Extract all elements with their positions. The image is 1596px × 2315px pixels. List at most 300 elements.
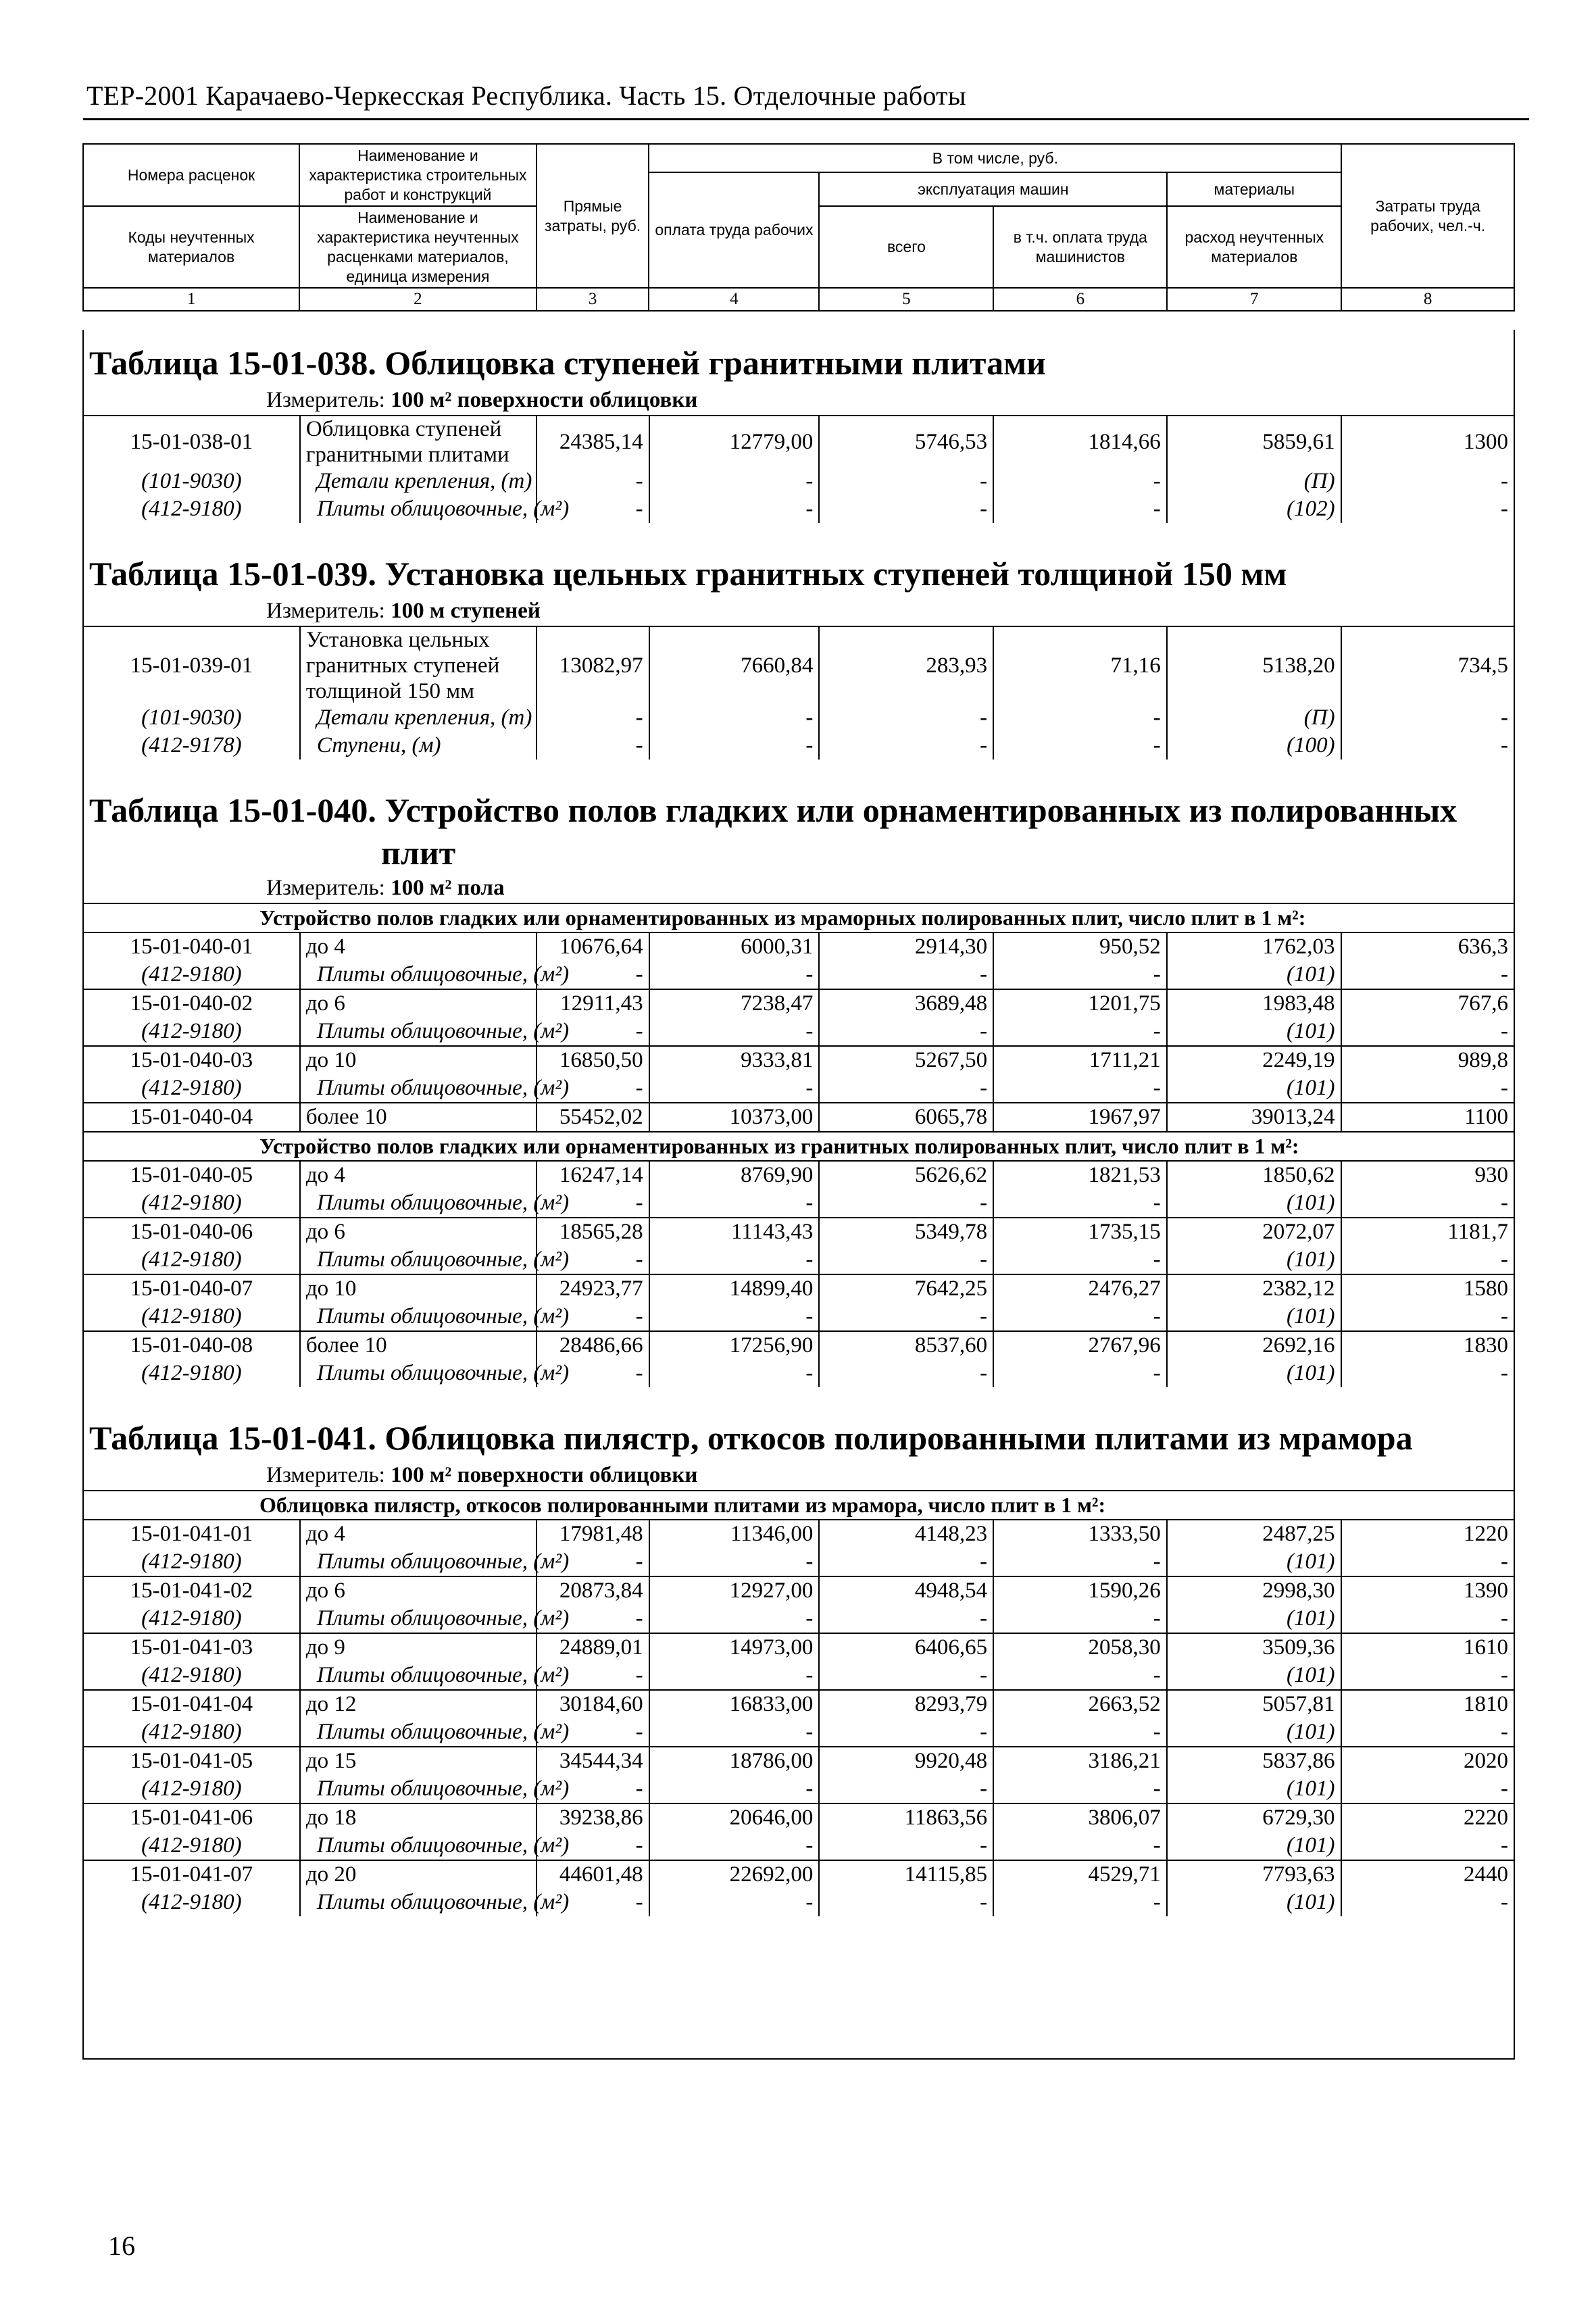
rate-row (84, 1747, 1514, 1775)
value-c6: 1814,66 (993, 416, 1167, 468)
value-c5: 283,93 (819, 626, 993, 704)
value-c8: - (1341, 468, 1514, 495)
column-header-table (82, 143, 1515, 312)
rate-name: более 10 (300, 1331, 537, 1360)
material-code: (412-9178) (141, 733, 242, 757)
value-c4: - (649, 1662, 820, 1690)
value-c4: 11143,43 (649, 1218, 820, 1246)
value-c6: 1590,26 (993, 1576, 1167, 1605)
value-c8: - (1341, 1889, 1514, 1916)
page-header: ТЕР-2001 Карачаево-Черкесская Республика. Часть 15. Отделочные работы (86, 80, 966, 111)
value-c5: - (819, 1605, 993, 1633)
value-c8: - (1341, 732, 1514, 760)
table-title-040-cont: плит (381, 834, 456, 872)
value-c4: 7660,84 (649, 626, 820, 704)
value-c5: - (819, 704, 993, 732)
rate-name: до 6 (300, 1576, 537, 1605)
material-code: (412-9180) (141, 1549, 242, 1574)
material-name: Плиты облицовочные, (м²) (300, 1303, 537, 1331)
value-c6: - (993, 1360, 1167, 1387)
value-c5: 14115,85 (819, 1860, 993, 1889)
value-c7: 5859,61 (1167, 416, 1341, 468)
table-title-038: Таблица 15-01-038. Облицовка ступеней гранитными плитами (89, 344, 1046, 382)
rate-code: 15-01-040-02 (84, 989, 300, 1018)
value-c7: (101) (1167, 961, 1341, 989)
value-c6: 1735,15 (993, 1218, 1167, 1246)
value-c8: 1220 (1341, 1520, 1514, 1548)
value-c7: 1762,03 (1167, 932, 1341, 961)
value-c3: - (537, 961, 649, 989)
value-c7: (101) (1167, 1548, 1341, 1576)
rate-code: 15-01-040-01 (84, 932, 300, 961)
rate-code: 15-01-041-07 (84, 1860, 300, 1889)
material-row (84, 1074, 1514, 1103)
col-header-direct-costs: Прямые затраты, руб. (537, 144, 649, 288)
value-c4: 22692,00 (649, 1860, 820, 1889)
table-title-041: Таблица 15-01-041. Облицовка пилястр, откосов полированными плитами из мрамора (89, 1419, 1413, 1457)
material-code: (412-9180) (141, 1720, 242, 1744)
col-header-operator-wages: в т.ч. оплата труда машинистов (993, 206, 1167, 288)
material-row (84, 1832, 1514, 1860)
value-c3: 13082,97 (537, 626, 649, 704)
material-code: (101-9030) (141, 469, 242, 493)
value-c5: - (819, 732, 993, 760)
value-c7: (101) (1167, 1775, 1341, 1803)
value-c5: 9920,48 (819, 1747, 993, 1775)
value-c3: - (537, 1548, 649, 1576)
table-title-040: Таблица 15-01-040. Устройство полов гладких или орнаментированных из полированных (89, 791, 1457, 829)
material-row (84, 1662, 1514, 1690)
value-c3: - (537, 1775, 649, 1803)
material-name: Плиты облицовочные, (м²) (300, 1889, 537, 1916)
value-c5: 8537,60 (819, 1331, 993, 1360)
material-code: (412-9180) (141, 1304, 242, 1328)
value-c6: 1967,97 (993, 1103, 1167, 1132)
value-c5: 6406,65 (819, 1633, 993, 1662)
value-c4: 14899,40 (649, 1274, 820, 1303)
value-c7: 3509,36 (1167, 1633, 1341, 1662)
rate-row (84, 1520, 1514, 1548)
rate-code: 15-01-038-01 (84, 416, 300, 468)
material-row (84, 1605, 1514, 1633)
value-c5: - (819, 1074, 993, 1103)
value-c5: 5626,62 (819, 1161, 993, 1189)
value-c7: (101) (1167, 1662, 1341, 1690)
value-c6: 4529,71 (993, 1860, 1167, 1889)
value-c7: 1983,48 (1167, 989, 1341, 1018)
value-c6: 950,52 (993, 932, 1167, 961)
rate-row (84, 1274, 1514, 1303)
value-c3: 16247,14 (537, 1161, 649, 1189)
material-name: Ступени, (м) (300, 732, 537, 760)
value-c6: - (993, 468, 1167, 495)
unit-041: Измеритель: 100 м² поверхности облицовки (266, 1463, 698, 1487)
rate-row (84, 416, 1514, 468)
rate-name: до 12 (300, 1690, 537, 1718)
value-c4: - (649, 1018, 820, 1046)
value-c8: 1181,7 (1341, 1218, 1514, 1246)
value-c4: - (649, 1775, 820, 1803)
column-number: 3 (537, 288, 649, 310)
value-c4: 17256,90 (649, 1331, 820, 1360)
material-row (84, 732, 1514, 760)
value-c7: (100) (1167, 732, 1341, 760)
rate-code: 15-01-041-06 (84, 1803, 300, 1832)
value-c7: (101) (1167, 1074, 1341, 1103)
value-c4: - (649, 732, 820, 760)
document-body (82, 330, 1515, 2060)
rate-row (84, 1046, 1514, 1074)
value-c3: 24923,77 (537, 1274, 649, 1303)
value-c4: - (649, 1832, 820, 1860)
rate-row (84, 626, 1514, 704)
value-c5: - (819, 1832, 993, 1860)
value-c7: 6729,30 (1167, 1803, 1341, 1832)
rate-code: 15-01-040-06 (84, 1218, 300, 1246)
rate-row (84, 1803, 1514, 1832)
value-c5: - (819, 1360, 993, 1387)
col-header-name: Наименование и характеристика строительных работ и конструкций (299, 144, 537, 206)
material-code: (412-9180) (141, 1663, 242, 1687)
value-c7: 5057,81 (1167, 1690, 1341, 1718)
value-c6: - (993, 1548, 1167, 1576)
material-code: (412-9180) (141, 497, 242, 521)
value-c3: 34544,34 (537, 1747, 649, 1775)
value-c4: - (649, 1718, 820, 1747)
col-header-material-use: расход неучтенных материалов (1167, 206, 1341, 288)
value-c4: 18786,00 (649, 1747, 820, 1775)
rates-table-041 (84, 1490, 1514, 1916)
value-c8: 734,5 (1341, 626, 1514, 704)
material-code: (412-9180) (141, 1361, 242, 1385)
material-code: (412-9180) (141, 1890, 242, 1914)
value-c7: 2692,16 (1167, 1331, 1341, 1360)
value-c8: - (1341, 961, 1514, 989)
value-c3: 17981,48 (537, 1520, 649, 1548)
value-c4: - (649, 1360, 820, 1387)
material-name: Плиты облицовочные, (м²) (300, 1548, 537, 1576)
material-code: (412-9180) (141, 1076, 242, 1100)
value-c3: 30184,60 (537, 1690, 649, 1718)
value-c4: 7238,47 (649, 989, 820, 1018)
value-c5: - (819, 495, 993, 523)
value-c7: 2382,12 (1167, 1274, 1341, 1303)
material-name: Плиты облицовочные, (м²) (300, 961, 537, 989)
value-c4: 20646,00 (649, 1803, 820, 1832)
value-c4: 9333,81 (649, 1046, 820, 1074)
value-c5: - (819, 1775, 993, 1803)
rate-code: 15-01-041-05 (84, 1747, 300, 1775)
value-c4: - (649, 704, 820, 732)
value-c6: - (993, 1832, 1167, 1860)
value-c4: - (649, 495, 820, 523)
value-c3: - (537, 1662, 649, 1690)
material-row (84, 1548, 1514, 1576)
value-c6: - (993, 1189, 1167, 1218)
col-header-labor: Затраты труда рабочих, чел.-ч. (1341, 144, 1514, 288)
material-row (84, 1775, 1514, 1803)
material-name: Плиты облицовочные, (м²) (300, 1605, 537, 1633)
value-c3: 24889,01 (537, 1633, 649, 1662)
group-header: Облицовка пилястр, откосов полированными плитами из мрамора, число плит в 1 м²: (84, 1491, 1514, 1520)
material-code: (412-9180) (141, 1833, 242, 1858)
value-c6: - (993, 495, 1167, 523)
rate-code: 15-01-040-03 (84, 1046, 300, 1074)
value-c3: 28486,66 (537, 1331, 649, 1360)
value-c6: - (993, 1074, 1167, 1103)
value-c8: 1610 (1341, 1633, 1514, 1662)
value-c6: - (993, 1605, 1167, 1633)
value-c5: - (819, 1246, 993, 1274)
rate-row (84, 1860, 1514, 1889)
value-c6: - (993, 961, 1167, 989)
value-c8: - (1341, 1189, 1514, 1218)
value-c4: 8769,90 (649, 1161, 820, 1189)
material-row (84, 704, 1514, 732)
rate-code: 15-01-039-01 (84, 626, 300, 704)
rate-name: до 18 (300, 1803, 537, 1832)
value-c3: 24385,14 (537, 416, 649, 468)
value-c3: - (537, 704, 649, 732)
value-c5: 5267,50 (819, 1046, 993, 1074)
material-row (84, 1303, 1514, 1331)
value-c8: 2220 (1341, 1803, 1514, 1832)
column-number: 6 (993, 288, 1167, 310)
column-number: 4 (649, 288, 819, 310)
value-c8: - (1341, 1605, 1514, 1633)
rate-code: 15-01-041-03 (84, 1633, 300, 1662)
material-row (84, 1189, 1514, 1218)
material-name: Плиты облицовочные, (м²) (300, 1018, 537, 1046)
value-c5: - (819, 1303, 993, 1331)
value-c7: 7793,63 (1167, 1860, 1341, 1889)
value-c4: 6000,31 (649, 932, 820, 961)
value-c6: 3186,21 (993, 1747, 1167, 1775)
column-number: 7 (1167, 288, 1341, 310)
material-name: Детали крепления, (т) (300, 704, 537, 732)
value-c6: 1201,75 (993, 989, 1167, 1018)
value-c5: 2914,30 (819, 932, 993, 961)
value-c4: - (649, 1189, 820, 1218)
value-c3: - (537, 1360, 649, 1387)
rate-name: до 10 (300, 1274, 537, 1303)
material-row (84, 961, 1514, 989)
value-c3: 10676,64 (537, 932, 649, 961)
col-header-wages: оплата труда рабочих (649, 172, 819, 288)
value-c5: - (819, 1662, 993, 1690)
rate-code: 15-01-040-07 (84, 1274, 300, 1303)
material-name: Плиты облицовочные, (м²) (300, 1074, 537, 1103)
value-c6: - (993, 1718, 1167, 1747)
value-c8: 2440 (1341, 1860, 1514, 1889)
rate-code: 15-01-041-04 (84, 1690, 300, 1718)
value-c7: 2249,19 (1167, 1046, 1341, 1074)
col-header-material-name: Наименование и характеристика неучтенных расценками материалов, единица измерения (299, 206, 537, 288)
value-c6: - (993, 1662, 1167, 1690)
page-number: 16 (108, 2231, 135, 2261)
value-c8: - (1341, 1832, 1514, 1860)
value-c4: - (649, 1889, 820, 1916)
rate-row (84, 1690, 1514, 1718)
value-c8: 636,3 (1341, 932, 1514, 961)
value-c4: - (649, 1246, 820, 1274)
value-c4: - (649, 961, 820, 989)
group-header: Устройство полов гладких или орнаментированных из мраморных полированных плит, число плит в 1 м²: (84, 903, 1514, 932)
value-c5: 5349,78 (819, 1218, 993, 1246)
value-c7: 5837,86 (1167, 1747, 1341, 1775)
value-c4: - (649, 1605, 820, 1633)
unit-040: Измеритель: 100 м² пола (266, 876, 505, 900)
material-name: Плиты облицовочные, (м²) (300, 1718, 537, 1747)
rate-name: Установка цельных гранитных ступеней толщиной 150 мм (300, 626, 537, 704)
rate-name: до 15 (300, 1747, 537, 1775)
value-c6: - (993, 732, 1167, 760)
material-code: (101-9030) (141, 705, 242, 730)
value-c7: (101) (1167, 1889, 1341, 1916)
value-c5: 11863,56 (819, 1803, 993, 1832)
column-number: 1 (83, 288, 299, 310)
value-c7: 2072,07 (1167, 1218, 1341, 1246)
rate-row (84, 989, 1514, 1018)
rate-row (84, 1161, 1514, 1189)
value-c3: 39238,86 (537, 1803, 649, 1832)
material-row (84, 495, 1514, 523)
value-c3: - (537, 1718, 649, 1747)
material-code: (412-9180) (141, 962, 242, 987)
group-header-row (84, 1491, 1514, 1520)
material-row (84, 1246, 1514, 1274)
value-c8: - (1341, 1718, 1514, 1747)
column-number: 2 (299, 288, 537, 310)
value-c3: 55452,02 (537, 1103, 649, 1132)
value-c3: - (537, 1605, 649, 1633)
value-c7: (101) (1167, 1246, 1341, 1274)
rate-row (84, 1331, 1514, 1360)
value-c3: - (537, 732, 649, 760)
value-c6: 2663,52 (993, 1690, 1167, 1718)
material-row (84, 1018, 1514, 1046)
col-header-machines-total: всего (819, 206, 993, 288)
rate-code: 15-01-041-02 (84, 1576, 300, 1605)
value-c7: 5138,20 (1167, 626, 1341, 704)
col-header-material-codes: Коды неучтенных материалов (83, 206, 299, 288)
value-c4: - (649, 1303, 820, 1331)
col-header-in-that: В том числе, руб. (649, 144, 1341, 172)
value-c6: 3806,07 (993, 1803, 1167, 1832)
value-c4: 14973,00 (649, 1633, 820, 1662)
value-c5: 7642,25 (819, 1274, 993, 1303)
material-row (84, 468, 1514, 495)
rate-name: до 10 (300, 1046, 537, 1074)
value-c6: 2476,27 (993, 1274, 1167, 1303)
material-row (84, 1360, 1514, 1387)
value-c5: 6065,78 (819, 1103, 993, 1132)
value-c3: - (537, 1303, 649, 1331)
value-c8: - (1341, 1548, 1514, 1576)
rate-name: до 4 (300, 1161, 537, 1189)
table-title-039: Таблица 15-01-039. Установка цельных гранитных ступеней толщиной 150 мм (89, 555, 1287, 593)
value-c5: 3689,48 (819, 989, 993, 1018)
value-c8: - (1341, 1360, 1514, 1387)
value-c5: 4948,54 (819, 1576, 993, 1605)
rate-code: 15-01-040-05 (84, 1161, 300, 1189)
value-c6: 1711,21 (993, 1046, 1167, 1074)
value-c7: (П) (1167, 704, 1341, 732)
value-c8: 1580 (1341, 1274, 1514, 1303)
rate-name: до 6 (300, 989, 537, 1018)
rate-row (84, 1218, 1514, 1246)
value-c6: 1333,50 (993, 1520, 1167, 1548)
value-c7: 1850,62 (1167, 1161, 1341, 1189)
value-c8: - (1341, 1246, 1514, 1274)
value-c3: - (537, 1189, 649, 1218)
value-c6: 1821,53 (993, 1161, 1167, 1189)
value-c8: - (1341, 1303, 1514, 1331)
value-c3: - (537, 1889, 649, 1916)
material-name: Плиты облицовочные, (м²) (300, 1832, 537, 1860)
value-c5: - (819, 961, 993, 989)
value-c8: - (1341, 1775, 1514, 1803)
value-c3: - (537, 1074, 649, 1103)
value-c3: 20873,84 (537, 1576, 649, 1605)
value-c8: 2020 (1341, 1747, 1514, 1775)
value-c8: 1810 (1341, 1690, 1514, 1718)
value-c8: - (1341, 495, 1514, 523)
material-code: (412-9180) (141, 1776, 242, 1801)
value-c7: (101) (1167, 1303, 1341, 1331)
material-name: Плиты облицовочные, (м²) (300, 495, 537, 523)
value-c4: 16833,00 (649, 1690, 820, 1718)
material-name: Плиты облицовочные, (м²) (300, 1775, 537, 1803)
value-c7: 39013,24 (1167, 1103, 1341, 1132)
value-c6: - (993, 1889, 1167, 1916)
value-c8: 1300 (1341, 416, 1514, 468)
value-c3: 16850,50 (537, 1046, 649, 1074)
material-code: (412-9180) (141, 1606, 242, 1631)
value-c4: 12779,00 (649, 416, 820, 468)
material-row (84, 1718, 1514, 1747)
value-c7: (101) (1167, 1605, 1341, 1633)
rate-row (84, 932, 1514, 961)
value-c7: (101) (1167, 1718, 1341, 1747)
rates-table-039 (84, 626, 1514, 760)
unit-039: Измеритель: 100 м ступеней (266, 599, 541, 623)
material-name: Детали крепления, (т) (300, 468, 537, 495)
value-c3: 18565,28 (537, 1218, 649, 1246)
value-c8: - (1341, 1074, 1514, 1103)
unit-038: Измеритель: 100 м² поверхности облицовки (266, 388, 698, 412)
rate-name: более 10 (300, 1103, 537, 1132)
value-c7: (102) (1167, 495, 1341, 523)
value-c7: (101) (1167, 1189, 1341, 1218)
column-number: 8 (1341, 288, 1514, 310)
value-c3: - (537, 468, 649, 495)
value-c4: - (649, 1074, 820, 1103)
col-header-codes: Номера расценок (83, 144, 299, 206)
material-code: (412-9180) (141, 1019, 242, 1043)
material-name: Плиты облицовочные, (м²) (300, 1189, 537, 1218)
material-name: Плиты облицовочные, (м²) (300, 1662, 537, 1690)
value-c7: (101) (1167, 1360, 1341, 1387)
material-name: Плиты облицовочные, (м²) (300, 1246, 537, 1274)
value-c8: 930 (1341, 1161, 1514, 1189)
value-c5: 8293,79 (819, 1690, 993, 1718)
value-c5: - (819, 1189, 993, 1218)
value-c6: - (993, 1303, 1167, 1331)
rates-table-040 (84, 903, 1514, 1387)
value-c6: 2058,30 (993, 1633, 1167, 1662)
value-c3: 44601,48 (537, 1860, 649, 1889)
